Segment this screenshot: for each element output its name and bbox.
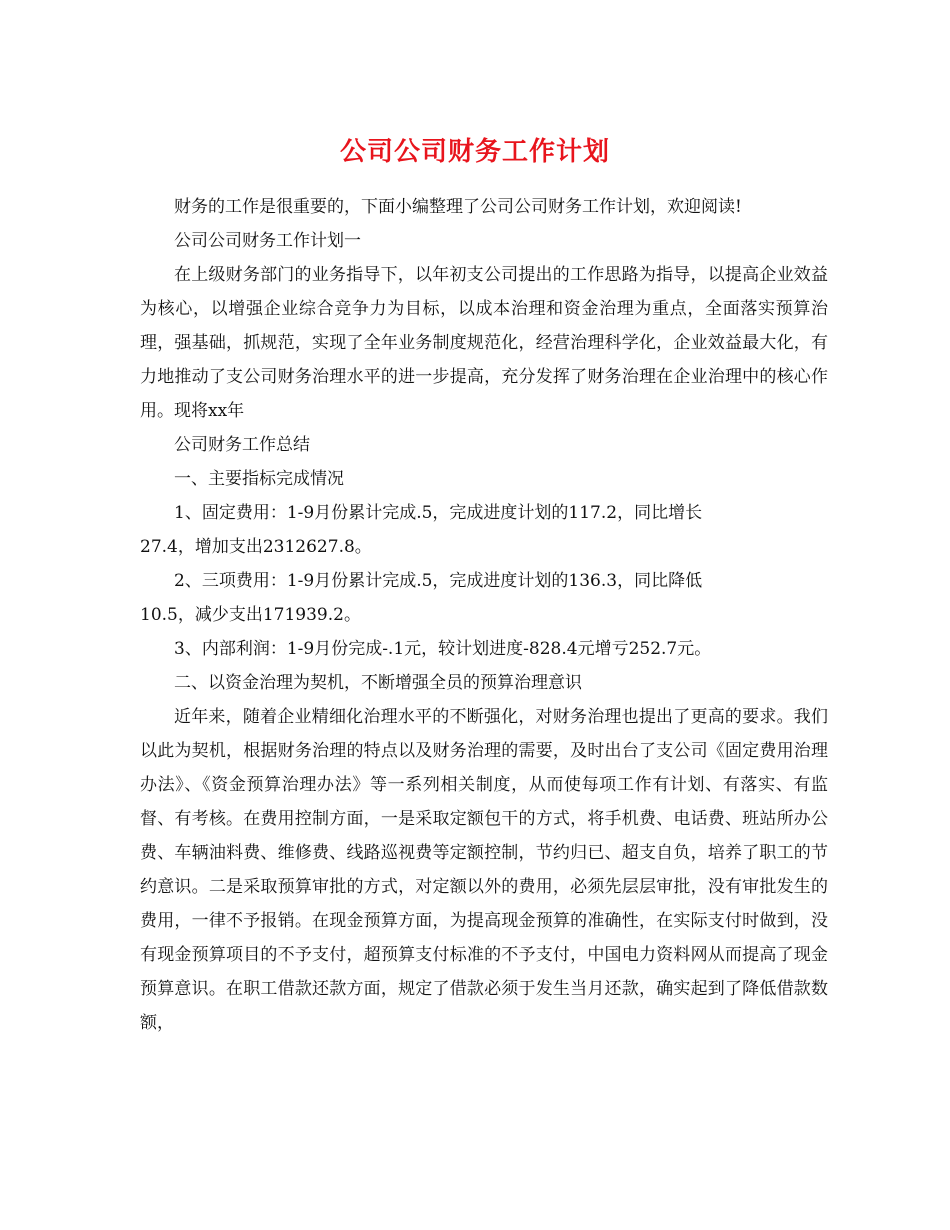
paragraph-fixed-costs-cont: 27.4，增加支出2312627.8。 [140,537,372,557]
paragraph-plan-heading: 公司公司财务工作计划一 [174,231,361,251]
paragraph-internal-profit: 3、内部利润：1-9月份完成-.1元，较计划进度-828.4元增亏252.7元。 [174,639,712,659]
paragraph-overview: 在上级财务部门的业务指导下，以年初支公司提出的工作思路为指导，以提高企业效益为核心，以增强企业综合竞争力为目标，以成本治理和资金治理为重点，全面落实预算治理，强基础，抓规范，实现了全年业务制度规范化，经营治理科学化，企业效益最大化，有力地推动了支公司财务治理水平的进一步提高，充分发挥了财务治理在企业治理中的核心作用。现将xx年 [140,265,828,421]
document-body [140,190,828,1040]
paragraph-section-one-heading: 一、主要指标完成情况 [174,469,344,489]
paragraph-three-costs: 2、三项费用：1-9月份累计完成.5，完成进度计划的136.3，同比降低 [174,571,703,591]
document-title: 公司公司财务工作计划 [339,137,610,167]
paragraph-section-two-heading: 二、以资金治理为契机，不断增强全员的预算治理意识 [174,673,582,693]
paragraph-fixed-costs: 1、固定费用：1-9月份累计完成.5，完成进度计划的117.2，同比增长 [174,503,703,523]
paragraph-three-costs-cont: 10.5，减少支出171939.2。 [140,605,361,625]
paragraph-intro: 财务的工作是很重要的，下面小编整理了公司公司财务工作计划，欢迎阅读! [174,197,742,217]
paragraph-summary-heading: 公司财务工作总结 [174,435,310,455]
paragraph-section-two-body: 近年来，随着企业精细化治理水平的不断强化，对财务治理也提出了更高的要求。我们以此为契机，根据财务治理的特点以及财务治理的需要，及时出台了支公司《固定费用治理办法》、《资金预算治理办法》等一系列相关制度，从而使每项工作有计划、有落实、有监督、有考核。在费用控制方面，一是采取定额包干的方式，将手机费、电话费、班站所办公费、车辆油料费、维修费、线路巡视费等定额控制，节约归已、超支自负，培养了职工的节约意识。二是采取预算审批的方式，对定额以外的费用，必须先层层审批，没有审批发生的费用，一律不予报销。在现金预算方面，为提高现金预算的准确性，在实际支付时做到，没有现金预算项目的不予支付，超预算支付标准的不予支付，中国电力资料网从而提高了现金预算意识。在职工借款还款方面，规定了借款必须于发生当月还款，确实起到了降低借款数额， [140,707,828,1033]
